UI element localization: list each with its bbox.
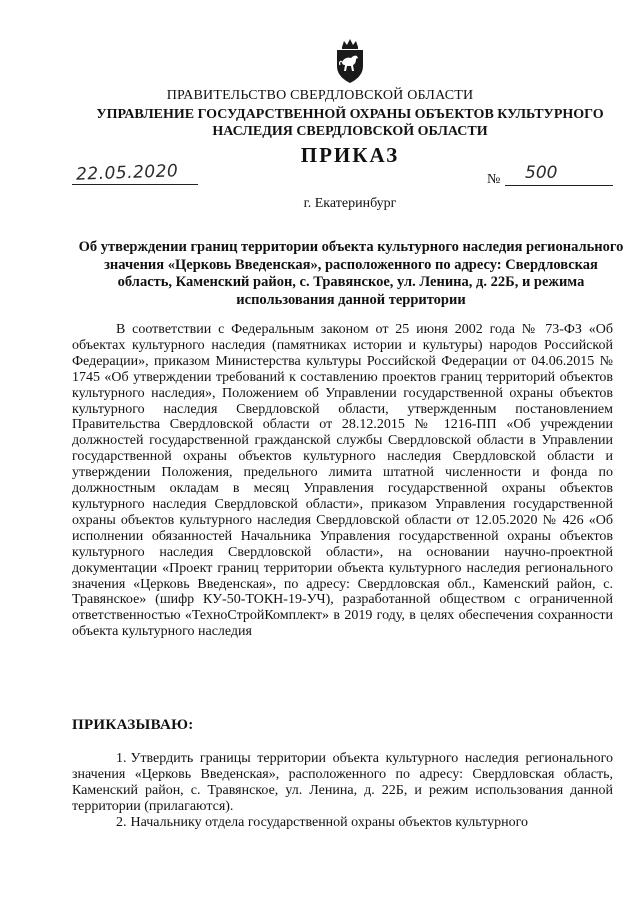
order-subject: Об утверждении границ территории объекта культурного наследия регионального значения «Церковь Введенская», расположенного по адресу: Свердловская область, Каменский район, с. Травянское, ул. Ленина, д. 22Б, и режима использования данной территории: [78, 239, 624, 308]
order-date: 22.05.2020: [75, 161, 179, 185]
order-number-field: [505, 163, 613, 187]
order-directive-heading: ПРИКАЗЫВАЮ:: [72, 717, 194, 733]
order-number-label: №: [487, 172, 501, 187]
item-text: Утвердить границы территории объекта культурного наследия регионального значения «Церковь Введенская», расположенного по адресу: Свердловская область, Каменский район, с. Травянское, ул. Ленина, д. 22Б, и режим использования данной территории (прилагаются).: [72, 751, 613, 814]
date-underline: [72, 184, 198, 185]
government-name: ПРАВИТЕЛЬСТВО СВЕРДЛОВСКОЙ ОБЛАСТИ: [166, 88, 474, 103]
sverdlovsk-coat-of-arms-icon: [331, 38, 369, 84]
preamble-paragraph: В соответствии с Федеральным законом от 25 июня 2002 года № 73-ФЗ «Об объектах культурного наследия (памятниках истории и культуры) народов Российской Федерации», приказом Министерства культуры Российской Федерации от 04.06.2015 № 1745 «Об утверждении требований к составлению проектов границ территорий объектов культурного наследия», Положением об Управлении государственной охраны объектов культурного наследия Свердловской области, утвержденным постановлением Правительства Свердловской области от 28.12.2015 № 1216-ПП «Об учреждении должностей государственной гражданской службы Свердловской области в Управлении государственной охраны объектов культурного наследия Свердловской области и утверждении Положения, предельного лимита штатной численности и фонда по должностным окладам в месяц Управления государственной охраны объектов культурного наследия Свердловской области», приказом Управления государственной охраны объектов культурного наследия Свердловской области от 12.05.2020 № 426 «Об исполнении обязанностей Начальника Управления государственной охраны объектов культурного наследия Свердловской области», на основании научно-проектной документации «Проект границ территории объекта культурного наследия регионального значения «Церковь Введенская», по адресу: Свердловская обл., Каменский район, с. Травянское» (шифр КУ-50-ТОКН-19-УЧ), разработанной обществом с ограниченной ответственностью «ТехноСтройКомплект» в 2019 году, в целях обеспечения сохранности объекта культурного наследия: [72, 322, 613, 640]
order-date-field: [72, 161, 198, 187]
order-item: [72, 815, 613, 831]
order-number: 500: [525, 163, 558, 183]
number-underline: [505, 185, 613, 186]
item-number: 2.: [116, 815, 127, 830]
order-items-list: [72, 751, 613, 831]
city-name: г. Екатеринбург: [303, 196, 397, 211]
item-number: 1.: [116, 751, 127, 766]
document-type-title: ПРИКАЗ: [300, 143, 400, 167]
order-item: [72, 751, 613, 815]
department-name: УПРАВЛЕНИЕ ГОСУДАРСТВЕННОЙ ОХРАНЫ ОБЪЕКТОВ КУЛЬТУРНОГО НАСЛЕДИЯ СВЕРДЛОВСКОЙ ОБЛАСТИ: [96, 107, 604, 139]
item-text: Начальнику отдела государственной охраны объектов культурного: [130, 815, 528, 830]
